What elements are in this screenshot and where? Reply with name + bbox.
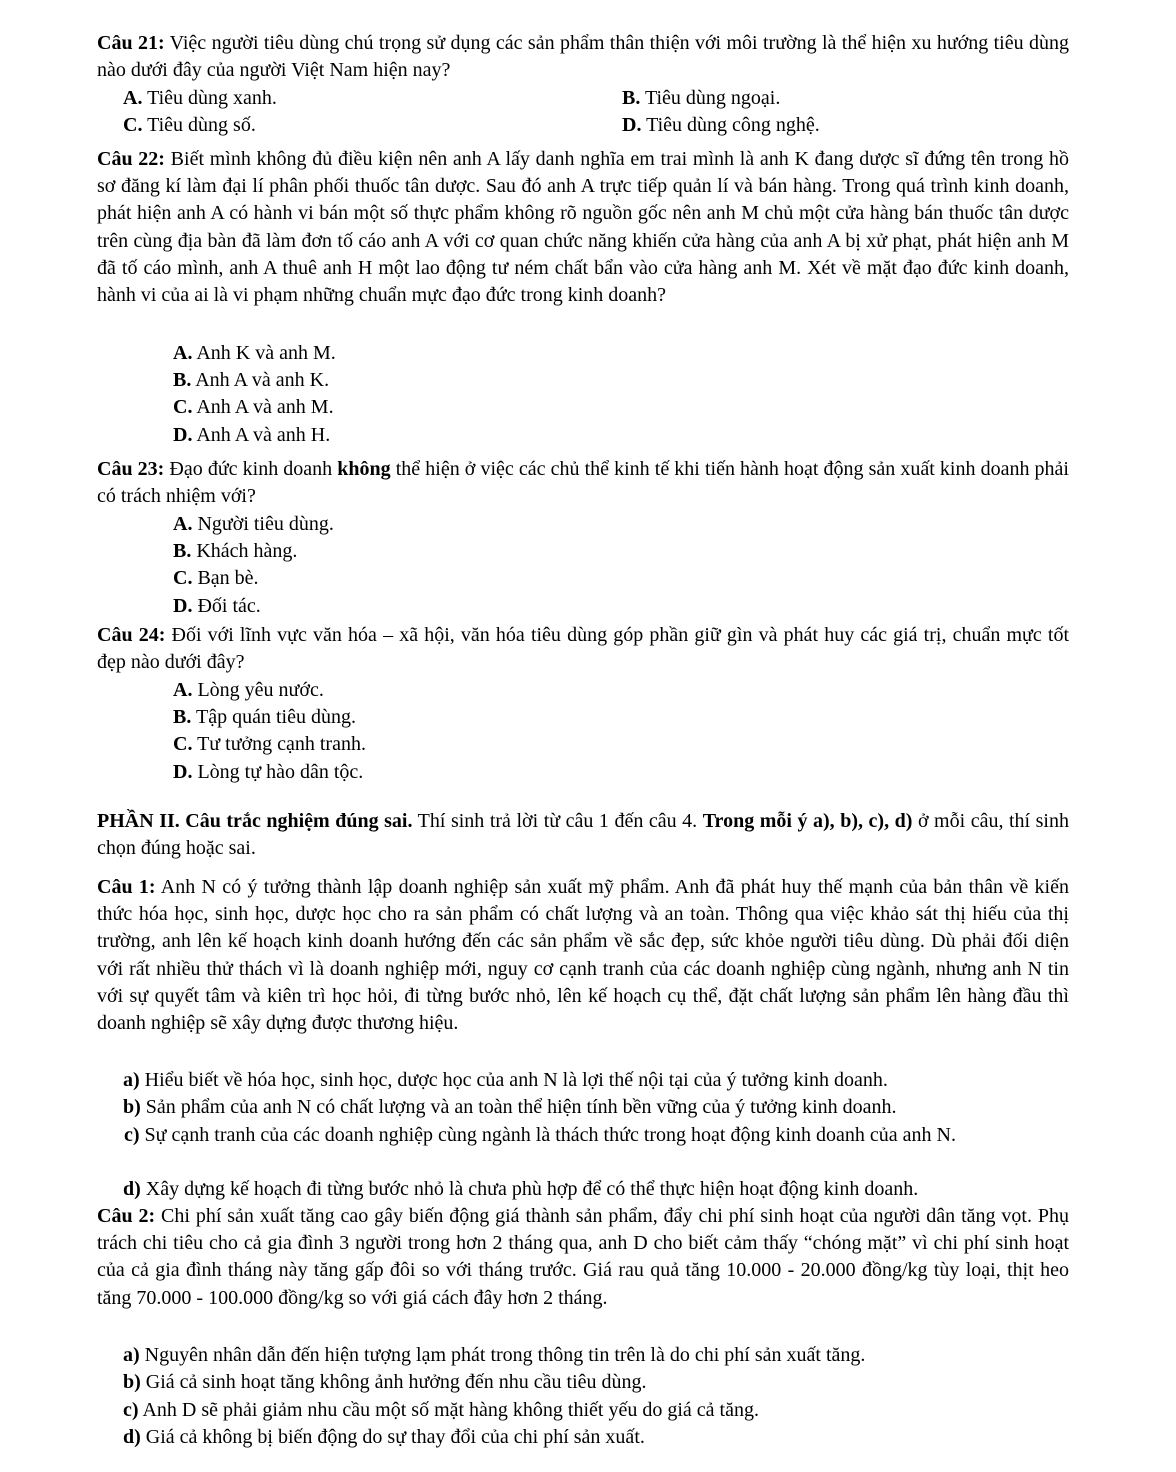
- q23-option-c[interactable]: [173, 565, 259, 592]
- q21-option-a[interactable]: [123, 85, 277, 112]
- statement-text: Xây dựng kế hoạch đi từng bước nhỏ là chưa phù hợp để có thể thực hiện hoạt động kinh doanh.: [140, 1178, 919, 1200]
- option-key: D.: [622, 114, 642, 136]
- statement-text: Anh D sẽ phải giảm nhu cầu một số mặt hàng không thiết yếu do giá cả tăng.: [138, 1399, 759, 1421]
- p2q1-statement-a[interactable]: [123, 1067, 1069, 1094]
- question-22-label: Câu 22:: [97, 148, 165, 170]
- p2q1-statement-d[interactable]: [123, 1176, 1069, 1203]
- option-text: Tư tưởng cạnh tranh.: [192, 733, 366, 755]
- option-text: Lòng tự hào dân tộc.: [192, 761, 364, 783]
- statement-text: Giá cả không bị biến động do sự thay đổi của chi phí sản xuất.: [140, 1426, 645, 1448]
- option-key: D.: [173, 595, 193, 617]
- question-23-label: Câu 23:: [97, 458, 165, 480]
- statement-text: Giá cả sinh hoạt tăng không ảnh hưởng đến nhu cầu tiêu dùng.: [140, 1371, 647, 1393]
- option-text: Anh A và anh K.: [191, 369, 330, 391]
- option-key: B.: [622, 87, 641, 109]
- q22-option-c[interactable]: [173, 394, 334, 421]
- option-key: C.: [123, 114, 143, 136]
- statement-text: Sản phẩm của anh N có chất lượng và an toàn thể hiện tính bền vững của ý tưởng kinh doanh.: [140, 1096, 897, 1118]
- option-key: C.: [173, 567, 193, 589]
- option-key: C.: [173, 396, 193, 418]
- statement-key: d): [123, 1426, 141, 1448]
- part-2-title: PHẦN II. Câu trắc nghiệm đúng sai.: [97, 810, 413, 832]
- part-2-instructions: [97, 808, 1069, 862]
- option-text: Tiêu dùng xanh.: [142, 87, 277, 109]
- question-21: [97, 30, 1069, 84]
- q22-option-d[interactable]: [173, 422, 330, 449]
- question-22: [97, 146, 1069, 309]
- option-text: Tiêu dùng công nghệ.: [641, 114, 820, 136]
- q21-option-d[interactable]: [622, 112, 820, 139]
- part-2-question-1: [97, 874, 1069, 1037]
- part-2-question-2: [97, 1203, 1069, 1312]
- statement-key: c): [124, 1124, 140, 1146]
- option-key: A.: [173, 342, 193, 364]
- p2q1-statement-c[interactable]: [97, 1122, 1069, 1149]
- statement-key: b): [123, 1371, 141, 1393]
- p2q1-statement-b[interactable]: [123, 1094, 1069, 1121]
- option-text: Khách hàng.: [191, 540, 298, 562]
- question-23-text-after: thể hiện ở việc các chủ thể kinh tế khi tiến hành hoạt động sản xuất kinh doanh phải có trách nhiệm với?: [97, 458, 1069, 508]
- p2q2-statement-c[interactable]: [123, 1397, 1069, 1424]
- part-2-question-2-label: Câu 2:: [97, 1205, 156, 1227]
- option-text: Anh A và anh H.: [192, 424, 331, 446]
- option-text: Bạn bè.: [192, 567, 259, 589]
- option-text: Tiêu dùng ngoại.: [640, 87, 781, 109]
- statement-key: a): [123, 1069, 140, 1091]
- option-key: B.: [173, 706, 192, 728]
- option-text: Anh K và anh M.: [192, 342, 336, 364]
- part-2-question-1-label: Câu 1:: [97, 876, 156, 898]
- q22-option-a[interactable]: [173, 340, 336, 367]
- option-text: Tiêu dùng số.: [142, 114, 256, 136]
- q24-option-b[interactable]: [173, 704, 356, 731]
- p2q2-statement-a[interactable]: [123, 1342, 1069, 1369]
- q22-option-b[interactable]: [173, 367, 329, 394]
- question-24-text: Đối với lĩnh vực văn hóa – xã hội, văn hóa tiêu dùng góp phần giữ gìn và phát huy các giá trị, chuẩn mực tốt đẹp nào dưới đây?: [97, 624, 1069, 674]
- statement-text: Hiểu biết về hóa học, sinh học, dược học của anh N là lợi thế nội tại của ý tưởng kinh doanh.: [139, 1069, 888, 1091]
- option-text: Người tiêu dùng.: [192, 513, 334, 535]
- question-23-text-before: Đạo đức kinh doanh: [164, 458, 338, 480]
- option-key: B.: [173, 369, 192, 391]
- part-2-question-1-text: Anh N có ý tưởng thành lập doanh nghiệp sản xuất mỹ phẩm. Anh đã phát huy thế mạnh của bản thân về kiến thức hóa học, sinh học, dược học cho ra sản phẩm có chất lượng và an toàn. Thông qua việc khảo sát thị hiếu của thị trường, anh lên kế hoạch kinh doanh hướng đến các sản phẩm về sắc đẹp, sức khỏe người tiêu dùng. Dù phải đối diện với rất nhiều thử thách vì là doanh nghiệp mới, nguy cơ cạnh tranh của các doanh nghiệp cùng ngành, nhưng anh N tin với sự quyết tâm và kiên trì học hỏi, đi từng bước nhỏ, lên kế hoạch cụ thể, đặt chất lượng sản phẩm lên hàng đầu thì doanh nghiệp sẽ xây dựng được thương hiệu.: [97, 876, 1069, 1035]
- option-text: Tập quán tiêu dùng.: [191, 706, 356, 728]
- q23-option-d[interactable]: [173, 593, 261, 620]
- q23-option-b[interactable]: [173, 538, 297, 565]
- question-23-emphasis: không: [337, 458, 391, 480]
- question-21-text: Việc người tiêu dùng chú trọng sử dụng các sản phẩm thân thiện với môi trường là thể hiện xu hướng tiêu dùng nào dưới đây của người Việt Nam hiện nay?: [97, 32, 1069, 82]
- option-key: A.: [173, 679, 193, 701]
- question-21-label: Câu 21:: [97, 32, 165, 54]
- p2q2-statement-b[interactable]: [123, 1369, 1069, 1396]
- option-key: D.: [173, 761, 193, 783]
- option-text: Lòng yêu nước.: [192, 679, 324, 701]
- part-2-emphasis: Trong mỗi ý a), b), c), d): [702, 810, 913, 832]
- statement-key: d): [123, 1178, 141, 1200]
- question-22-text: Biết mình không đủ điều kiện nên anh A lấy danh nghĩa em trai mình là anh K đang dược sĩ đứng tên trong hồ sơ đăng kí làm đại lí phân phối thuốc tân dược. Sau đó anh A trực tiếp quản lí và bán hàng. Trong quá trình kinh doanh, phát hiện anh A có hành vi bán một số thực phẩm không rõ nguồn gốc nên anh M chủ một cửa hàng bán thuốc tân dược trên cùng địa bàn đã làm đơn tố cáo anh A với cơ quan chức năng khiến cửa hàng của anh A bị xử phạt, phát hiện anh M đã tố cáo mình, anh A thuê anh H một lao động tư ném chất bẩn vào cửa hàng anh M. Xét về mặt đạo đức kinh doanh, hành vi của ai là vi phạm những chuẩn mực đạo đức trong kinh doanh?: [97, 148, 1069, 307]
- statement-text: Sự cạnh tranh của các doanh nghiệp cùng ngành là thách thức trong hoạt động kinh doanh của anh N.: [139, 1124, 956, 1146]
- part-2-text: Thí sinh trả lời từ câu 1 đến câu 4.: [412, 810, 703, 832]
- q21-option-c[interactable]: [123, 112, 256, 139]
- option-key: B.: [173, 540, 192, 562]
- part-2-question-2-text: Chi phí sản xuất tăng cao gây biến động giá thành sản phẩm, đẩy chi phí sinh hoạt của người dân tăng vọt. Phụ trách chi tiêu cho cả gia đình 3 người trong hơn 2 tháng qua, anh D cho biết cảm thấy “chóng mặt” vì chi phí sinh hoạt của cả gia đình tháng này tăng gấp đôi so với tháng trước. Giá rau quả tăng 10.000 - 20.000 đồng/kg tùy loại, thịt heo tăng 70.000 - 100.000 đồng/kg so với giá cách đây hơn 2 tháng.: [97, 1205, 1069, 1309]
- part-2-text-end: ở mỗi câu, thí sinh chọn đúng hoặc sai.: [97, 810, 1069, 860]
- statement-text: Nguyên nhân dẫn đến hiện tượng lạm phát trong thông tin trên là do chi phí sản xuất tăng.: [139, 1344, 866, 1366]
- option-text: Đối tác.: [192, 595, 261, 617]
- option-key: C.: [173, 733, 193, 755]
- question-24-label: Câu 24:: [97, 624, 166, 646]
- option-key: A.: [173, 513, 193, 535]
- option-key: D.: [173, 424, 193, 446]
- question-24: [97, 622, 1069, 676]
- option-key: A.: [123, 87, 143, 109]
- q23-option-a[interactable]: [173, 511, 334, 538]
- option-text: Anh A và anh M.: [192, 396, 334, 418]
- q21-option-b[interactable]: [622, 85, 780, 112]
- statement-key: b): [123, 1096, 141, 1118]
- statement-key: a): [123, 1344, 140, 1366]
- p2q2-statement-d[interactable]: [123, 1424, 1069, 1451]
- q24-option-c[interactable]: [173, 731, 366, 758]
- q24-option-a[interactable]: [173, 677, 324, 704]
- question-23: [97, 456, 1069, 510]
- statement-key: c): [123, 1399, 139, 1421]
- q24-option-d[interactable]: [173, 759, 363, 786]
